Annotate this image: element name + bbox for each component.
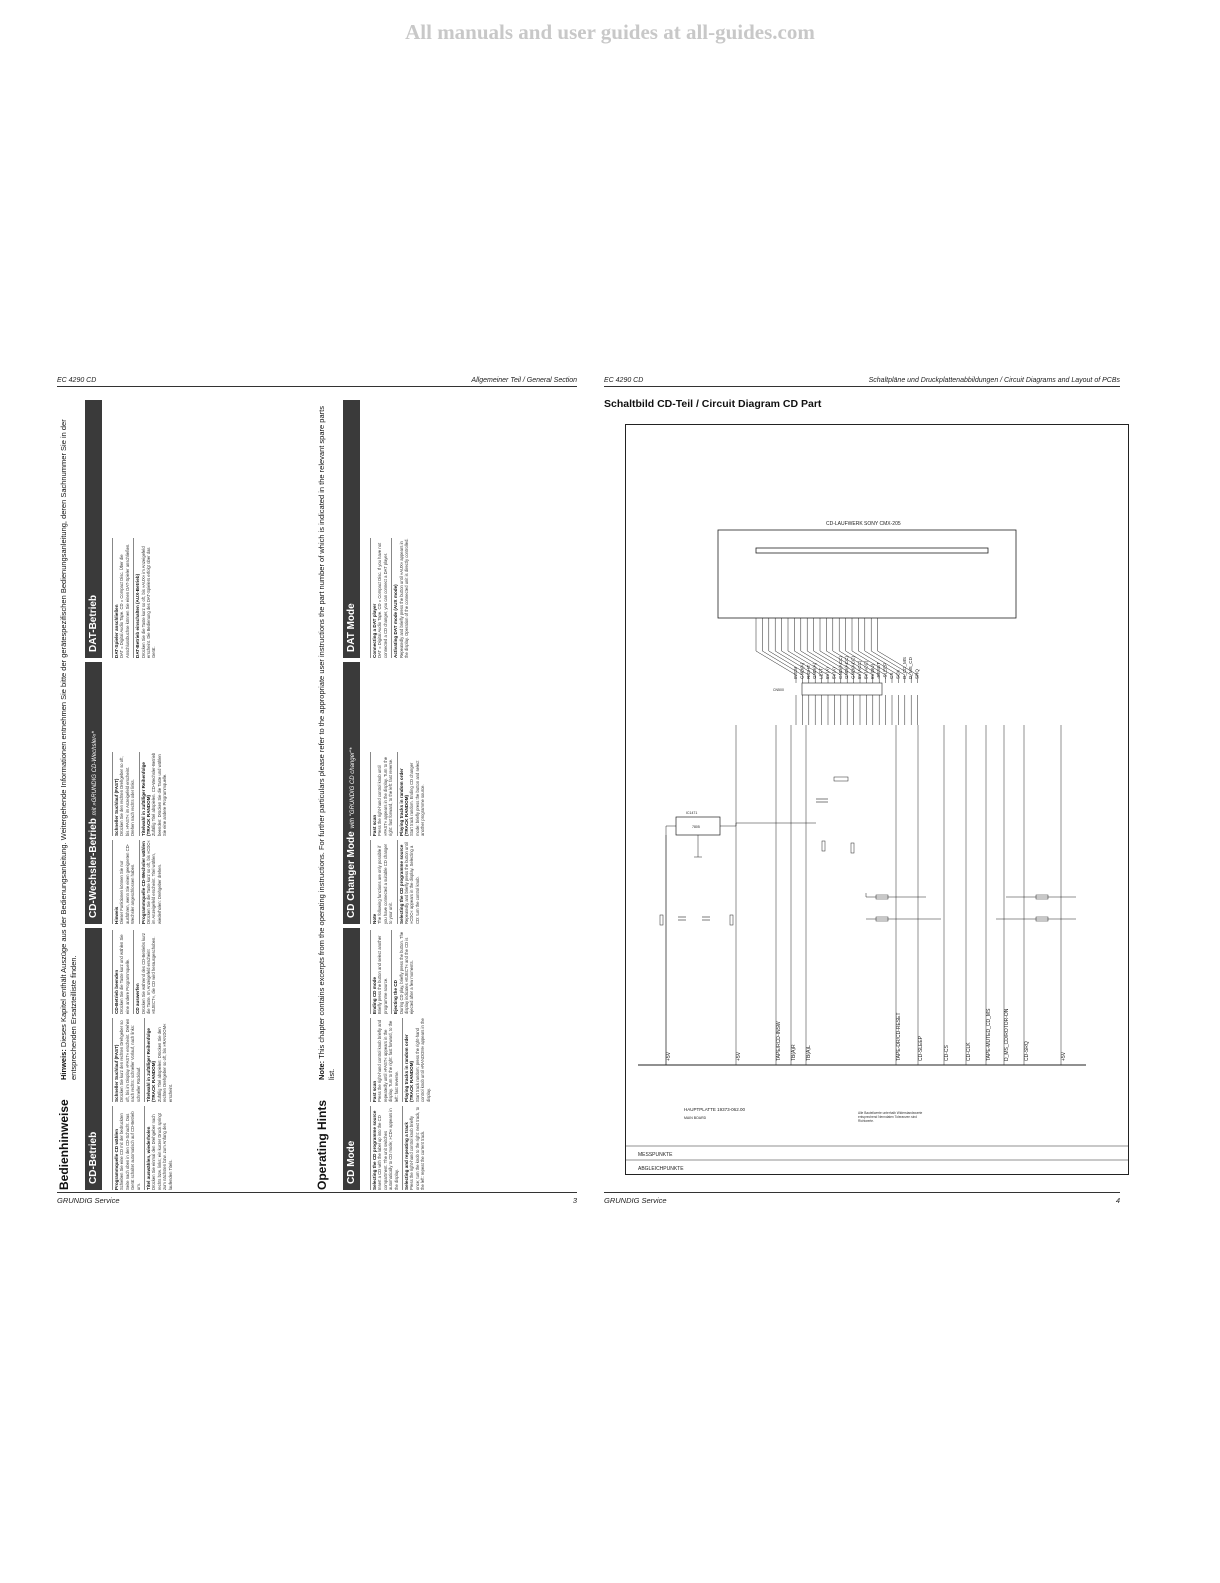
right-header-section: Schaltpläne und Druckplattenabbildungen / Circuit Diagrams and Layout of PCBs	[868, 377, 1120, 384]
bus-signal-label: +5V	[736, 1051, 742, 1061]
hinweis-body: Dieses Kapitel enthält Auszüge aus der Bedienungsanleitung. Weitergehende Informationen entnehmen Sie bitte der gerätespezifischen Bedienungsanleitung, deren Sachnummer Sie in der entsprechenden Ersatzteilliste finden.	[59, 419, 78, 1080]
connector-pin-label: 5V(ACC)	[863, 660, 869, 679]
band-cd-changer-label: CD Changer Mode	[346, 831, 357, 918]
bus-signal-label: CD-CLK	[966, 1042, 972, 1061]
watermark: All manuals and user guides at all-guides.com	[405, 20, 815, 44]
column-text: Start track random. Ending CD changer mode: briefly press the button and select another programme source.	[409, 760, 426, 836]
bus-signal-label: TAPE/RCD-INSW	[776, 1021, 782, 1061]
connector-pin-label: SRQ	[914, 669, 920, 679]
column-text: Zufällig Titel abspielen: Drücken Sie den rechten Drehgeber so oft, bis »RANDOM« erscheint.	[156, 1023, 173, 1102]
column-text: Drücken Sie einmal den Drehgeber nach rechts bzw. links; ein kurzer Druck springt zum nächsten bzw. zum Anfang des laufenden Titels.	[151, 1112, 173, 1190]
band-cd-betrieb: CD-Betrieb	[85, 928, 102, 1190]
column-text: Briefly press the button and select another programme source.	[377, 935, 388, 1014]
resistor-r4	[660, 915, 663, 925]
column-heading: Connecting a DAT player	[370, 538, 377, 658]
column-text: Zufällig Titel abspielen. CD-Wechsler-Betrieb beenden: Drücken Sie die Taste und wählen Sie eine andere Programmquelle.	[151, 752, 168, 836]
connector-pin-label: D_CD_MS	[901, 657, 907, 679]
component-note	[858, 1111, 928, 1139]
connector-pin-label: 5V(ACC)	[857, 660, 862, 679]
column-text: Repeatedly and briefly press the button until »AUX« appears in the display. Operation of the connected unit is directly controlled.	[398, 538, 410, 658]
column-heading: Selecting and repeating a track	[402, 1106, 409, 1190]
column-heading: Hinweis	[112, 840, 119, 924]
column-text: Drücken Sie den rechten Drehgeber so oft, bis »FAST« im Anzeigefeld erscheint. Drehen nach rechts oder links.	[119, 756, 136, 836]
text-column	[109, 538, 309, 658]
column-text: Press the right-hand control knob briefly and repeatedly until »FAST« appears in the display. Turn to the right: fast forward, to the left: fast reverse.	[377, 1019, 399, 1102]
column-heading: Fast scan	[370, 1018, 377, 1102]
left-header-model: EC 4290 CD	[57, 377, 97, 384]
circuit-diagram-svg	[626, 425, 1128, 1174]
connector-cn500	[802, 683, 882, 695]
text-column	[367, 538, 567, 658]
column-text: Repeatedly and briefly press the button until »CDC« appears in the display. Selecting a CD: turn the control knob.	[404, 842, 420, 924]
column-text: Schieben Sie eine CD mit der bedruckten Seite nach oben in den CD-Schacht. Das Gerät schaltet automatisch auf CD-Betrieb um.	[119, 1111, 141, 1190]
column-heading: CD auswerfen	[133, 930, 140, 1014]
connector-pin-label: LEFT	[818, 667, 824, 679]
column-heading: Schneller Suchlauf (FAST)	[112, 752, 119, 836]
abgleichpunkte-label: ABGLEICHPUNKTE	[638, 1166, 684, 1172]
column-text: Insert a CD with the label up into the CD compartment. The unit switches automatically to CD mode; »CD« appears in the display.	[377, 1108, 399, 1190]
column-heading: Ejecting the CD	[391, 930, 398, 1014]
resistor-r2	[822, 841, 825, 851]
text-column	[367, 930, 567, 1014]
column-text: Drücken Sie kurz den rechten Drehgeber so oft, bis im Display »FAST« erscheint. Drehen nach rechts: schneller Vorlauf, nach links: schneller Rücklauf.	[119, 1018, 141, 1102]
column-text: Drücken Sie die Taste kurz so oft, bis »AUX« im Anzeigefeld erscheint. Die Bedienung des DAT-Spielers erfolgt über das Gerät.	[140, 546, 157, 658]
connector-pin-label: CS	[889, 672, 894, 679]
connector-pin-label: -RESET	[876, 662, 882, 679]
band-cd-wechsler	[85, 662, 102, 924]
connector-pin-label: GND(ACC)	[850, 656, 856, 679]
right-page-number: 4	[1115, 1196, 1120, 1205]
column-heading: Playing tracks in random order (TRACK RANDOM)	[397, 752, 410, 836]
right-header-model: EC 4290 CD	[604, 377, 644, 384]
connector-pin-label: GND(A)	[799, 662, 805, 679]
band-dat-betrieb: DAT-Betrieb	[85, 400, 102, 658]
column-heading: Playing tracks in random order (TRACK RANDOM)	[402, 1018, 415, 1102]
column-heading: Schneller Suchlauf (FAST)	[112, 1018, 119, 1102]
connector-pin-label: GND(ACC)	[837, 656, 843, 679]
operating-hints-title: Operating Hints	[315, 1099, 329, 1190]
left-footer-brand: GRUNDIG Service	[57, 1196, 120, 1205]
bus-signal-label: CD-SLEEP	[918, 1035, 924, 1061]
right-footer-brand: GRUNDIG Service	[604, 1196, 667, 1205]
column-text: The following functions are only possible if you have connected a suitable CD changer to your unit.	[377, 843, 394, 924]
resistor-r3	[851, 843, 854, 853]
circuit-diagram-frame	[625, 424, 1129, 1175]
band-cd-changer-sub: with "GRUNDIG CD changer"*	[350, 747, 356, 829]
connector-pins	[756, 618, 920, 725]
bus-signal-label: CD-CS	[944, 1045, 950, 1061]
band-cd-mode: CD Mode	[343, 928, 360, 1190]
band-dat-mode: DAT Mode	[343, 400, 360, 658]
circuit-diagram-title: Schaltbild CD-Teil / Circuit Diagram CD Part	[604, 398, 822, 410]
connector-ref: CN500	[773, 688, 784, 692]
messpunkte-label: MESSPUNKTE	[638, 1152, 673, 1158]
column-heading: Fast scan	[370, 752, 377, 836]
column-text: Drücken Sie die Taste kurz und wählen Sie eine andere Programmquelle.	[119, 934, 130, 1014]
left-footer-rule	[57, 1192, 577, 1193]
text-column	[109, 752, 309, 836]
note-body: This chapter contains excerpts from the operating instructions. For further particulars please refer to the appropriate user instructions the part number of which is indicated in the relevant spare parts list.	[317, 406, 336, 1080]
ic-output-wire	[720, 823, 816, 826]
column-heading: Selecting the CD programme source	[370, 1106, 377, 1190]
text-column	[367, 840, 567, 924]
left-page-rotated	[57, 400, 587, 1190]
connector-pin-label: 5V(BU)	[869, 663, 875, 679]
bus-signal-label: CD-SRQ	[1024, 1041, 1030, 1061]
text-column	[367, 1018, 567, 1102]
column-text: During CD play, briefly press the button. The display indicates »EJECT« and the CD is ejected after a few moments.	[398, 931, 415, 1014]
bus-signal-label: TB(A)R	[791, 1044, 797, 1061]
text-column	[109, 930, 309, 1014]
column-heading: Programmquelle CD wählen	[112, 1106, 119, 1190]
column-text: Start track random: press the right-hand control knob until »RANDOM« appears in the display.	[414, 1018, 431, 1102]
main-board-label: MAIN BOARD	[684, 1116, 707, 1120]
bus-labels	[666, 725, 1067, 1065]
column-text: Dieser Funktionen können Sie nur ausführen, wenn Sie einen geeigneten CD-Wechsler angeschlossen haben.	[119, 843, 136, 924]
connector-pin-label: SCK	[895, 669, 901, 679]
resistor-r1	[834, 777, 848, 781]
bus-signal-label: +5V	[1061, 1051, 1067, 1061]
cd-laufwerk-slot	[756, 548, 988, 553]
bus-signal-label: +5V	[666, 1051, 672, 1061]
hinweis-label: Hinweis:	[59, 1049, 68, 1080]
column-heading: Titelwahl in zufälliger Reihenfolge (TRACK RANDOM)	[139, 752, 152, 836]
column-heading: Programmquelle CD-Wechsler wählen	[140, 841, 146, 924]
column-heading: Titelwahl in zufälliger Reihenfolge (TRACK RANDOM)	[144, 1018, 157, 1102]
note-text	[317, 405, 337, 1080]
column-heading: Note	[370, 840, 377, 924]
band-cd-wechsler-sub: mit »GRUNDIG CD-Wechsler«*	[92, 731, 98, 816]
column-heading: DAT-Spieler anschließen	[112, 538, 119, 658]
bedienhinweise-title: Bedienhinweise	[57, 1099, 71, 1190]
text-column	[109, 1018, 309, 1102]
connector-pin-label: GND(A)	[812, 662, 818, 679]
band-cd-changer	[343, 662, 360, 924]
column-text: Press the right-hand control knob until »FAST« appears in the display. Turn to the right: fast forward, to the left: fast reverse.	[377, 756, 394, 836]
ic-input-wire	[666, 826, 676, 1065]
connector-pin-label: 5V(A)	[825, 667, 830, 679]
connector-pin-label: 5V(A)	[831, 667, 837, 679]
resistor-r5	[730, 915, 733, 925]
band-cd-wechsler-label: CD-Wechsler-Betrieb	[88, 818, 99, 918]
connector-pin-label: RIGHT	[805, 664, 811, 679]
column-text: Drücken Sie die Taste kurz so oft, bis »CDC« im Anzeigefeld erscheint. Titel wählen, wiederholen: Drehgeber drehen.	[146, 840, 162, 924]
component-note-text: Alle Bauteilwerte unterhalb Widerstandswerte entsprechend Nenndaten Toleranzen sind Richtwerte.	[858, 1111, 923, 1123]
column-heading: Ending CD mode	[370, 930, 377, 1014]
cd-laufwerk-box	[718, 530, 1016, 618]
ic1471-name: 7805	[692, 825, 700, 829]
column-text: Drücken Sie während des CD-Betriebs kurz die Taste. Im Anzeigefeld erscheint »EJECT«, die CD wird herausgeschoben.	[140, 933, 157, 1014]
column-heading: Titel auswählen, wiederholen	[144, 1106, 151, 1190]
connector-pin-label: D_MS_CD	[908, 657, 914, 679]
right-footer-rule	[604, 1192, 1120, 1193]
bus-signal-label: D_MS_CD/ROTOR-ON	[1004, 1008, 1010, 1061]
hauptplatte-label: HAUPTPLATTE 19373-062.00	[684, 1107, 745, 1112]
bus-signal-label: TAPE-DR/CD-RESET	[896, 1012, 902, 1061]
text-column	[367, 752, 567, 836]
note-label: Note:	[317, 1060, 326, 1080]
bus-signal-label: TB(A)L	[806, 1045, 812, 1061]
bus-signal-label: TAPE-MUTED_CD_MS	[986, 1008, 992, 1061]
connector-pin-label: -SLEEP	[882, 662, 888, 679]
hinweis-text	[59, 405, 79, 1080]
left-page-number: 3	[572, 1196, 577, 1205]
connector-pin-label: GND(ACC)	[844, 656, 850, 679]
column-text: Press the right-hand control knob briefly once; turn the knob to the right: next track, to the left: repeat the current track.	[409, 1106, 426, 1190]
column-text: DAT = Digital Audio Tape. CD = Compact Disc. If you have not connected a CD changer, you can connect a DAT player.	[377, 542, 388, 658]
connector-pin-label: INSW	[793, 667, 798, 679]
column-heading: CD-Betrieb beenden	[112, 930, 119, 1014]
text-column	[109, 840, 309, 924]
column-text: DAT = Digital Audio Tape. CD = Compact Disc. Über die Anschlussbuchse können Sie einen DAT-Spieler anschließen.	[119, 543, 130, 658]
column-heading: Activating DAT mode (AUX mode)	[391, 538, 398, 658]
left-page-content	[57, 400, 587, 1190]
text-column	[367, 1106, 567, 1190]
left-header-rule	[57, 386, 577, 387]
right-header-rule	[604, 386, 1120, 387]
column-heading: DAT-Betrieb einschalten (AUX-Betrieb)	[133, 538, 140, 658]
ic1471-ref: IC1471	[686, 811, 698, 815]
left-header-section: Allgemeiner Teil / General Section	[471, 377, 577, 384]
text-column	[109, 1106, 309, 1190]
cd-laufwerk-label: CD-LAUFWERK SONY CMX-205	[826, 521, 901, 527]
column-heading: Selecting the CD programme source	[397, 840, 404, 924]
